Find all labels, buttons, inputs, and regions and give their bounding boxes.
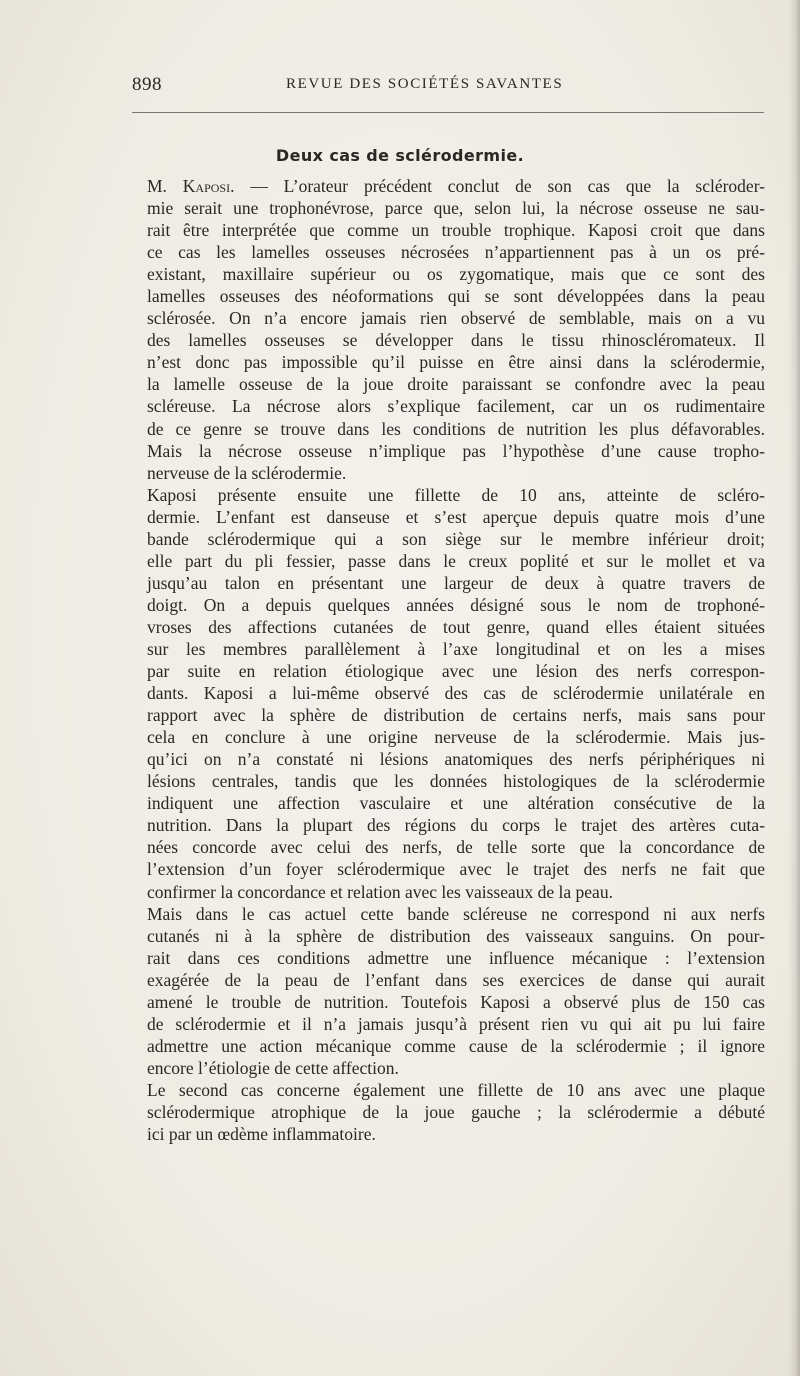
text-line: nerveuse de la sclérodermie. <box>147 462 347 483</box>
text-line: l’extension d’un foyer sclérodermique avec le trajet des nerfs ne fait que <box>147 859 765 880</box>
article-title: Deux cas de sclérodermie. <box>275 146 525 165</box>
text-line: sclérodermique atrophique de la joue gauche ; la sclérodermie a débuté <box>147 1101 765 1122</box>
page-number: 898 <box>132 74 162 95</box>
speaker-suffix: . — L’orateur précédent conclut de son cas que la scléroder- <box>230 176 765 196</box>
paragraph <box>132 1079 765 1145</box>
text-line: la lamelle osseuse de la joue droite paraissant se confondre avec la peau <box>147 374 765 395</box>
text-line: nutrition. Dans la plupart des régions du corps le trajet des artères cuta- <box>147 815 765 836</box>
text-line: lésions centrales, tandis que les données histologiques de la sclérodermie <box>147 771 765 792</box>
text-line: vroses des affections cutanées de tout genre, quand elles étaient situées <box>147 616 765 637</box>
text-line: bande sclérodermique qui a son siège sur le membre inférieur droit; <box>147 528 765 549</box>
text-line: dants. Kaposi a lui-même observé des cas de sclérodermie unilatérale en <box>147 683 765 704</box>
text-line: cutanés ni à la sphère de distribution des vaisseaux sanguins. On pour- <box>147 925 765 946</box>
article-body <box>132 175 765 1145</box>
text-line: cela en conclure à une origine nerveuse de la sclérodermie. Mais jus- <box>147 727 765 748</box>
text-line: ce cas les lamelles osseuses nécrosées n’appartiennent pas à un os pré- <box>147 242 765 263</box>
text-line: dermie. L’enfant est danseuse et s’est aperçue depuis quatre mois d’une <box>147 506 765 527</box>
text-line: rapport avec la sphère de distribution de certains nerfs, mais sans pour <box>147 705 765 726</box>
text-line: n’est donc pas impossible qu’il puisse en être ainsi dans la sclérodermie, <box>147 352 765 373</box>
text-line: sur les membres parallèlement à l’axe longitudinal et on les a mises <box>147 638 765 659</box>
text-line: Mais la nécrose osseuse n’implique pas l’hypothèse d’une cause tropho- <box>147 440 765 461</box>
text-line: admettre une action mécanique comme cause de la sclérodermie ; il ignore <box>147 1035 765 1056</box>
text-line: jusqu’au talon en présentant une largeur de deux à quatre travers de <box>147 572 765 593</box>
text-line: elle part du pli fessier, passe dans le creux poplité et sur le mollet et va <box>147 550 765 571</box>
text-line: Mais dans le cas actuel cette bande scléreuse ne correspond ni aux nerfs <box>147 903 765 924</box>
text-line: amené le trouble de nutrition. Toutefois Kaposi a observé plus de 150 cas <box>147 991 765 1012</box>
text-line: nées concorde avec celui des nerfs, de telle sorte que la concordance de <box>147 837 765 858</box>
page-edge-shadow <box>788 0 800 1376</box>
page-header <box>132 74 764 100</box>
text-line: confirmer la concordance et relation avec les vaisseaux de la peau. <box>147 881 613 902</box>
text-line: exagérée de la peau de l’enfant dans ses exercices de danse qui aurait <box>147 969 765 990</box>
text-line: mie serait une trophonévrose, parce que, selon lui, la nécrose osseuse ne sau- <box>147 198 765 219</box>
text-line: des lamelles osseuses se développer dans le tissu rhinoscléromateux. Il <box>147 330 765 351</box>
text-line: existant, maxillaire supérieur ou os zygomatique, mais que ce sont des <box>147 264 765 285</box>
text-line: indiquent une affection vasculaire et une altération consécutive de la <box>147 793 765 814</box>
text-line <box>132 175 765 197</box>
text-line: qu’ici on n’a constaté ni lésions anatomiques des nerfs périphériques ni <box>147 749 765 770</box>
paragraph <box>132 484 765 903</box>
running-head: REVUE DES SOCIÉTÉS SAVANTES <box>286 76 564 92</box>
text-line: Kaposi présente ensuite une fillette de 10 ans, atteinte de scléro- <box>147 484 765 505</box>
paragraph <box>132 175 765 484</box>
text-line: sclérosée. On n’a encore jamais rien observé de semblable, mais on a vu <box>147 308 765 329</box>
text-line: encore l’étiologie de cette affection. <box>147 1057 399 1078</box>
text-line: doigt. On a depuis quelques années désigné sous le nom de trophoné- <box>147 594 765 615</box>
paragraph <box>132 903 765 1079</box>
text-line: rait dans ces conditions admettre une influence mécanique : l’extension <box>147 947 765 968</box>
speaker-name: Kaposi <box>182 176 231 196</box>
text-line: de sclérodermie et il n’a jamais jusqu’à présent rien vu qui ait pu lui faire <box>147 1013 765 1034</box>
header-rule <box>132 112 764 113</box>
text-line: lamelles osseuses des néoformations qui se sont développées dans la peau <box>147 286 765 307</box>
text-line: Le second cas concerne également une fillette de 10 ans avec une plaque <box>147 1079 765 1100</box>
text-line: par suite en relation étiologique avec une lésion des nerfs correspon- <box>147 661 765 682</box>
text-line: de ce genre se trouve dans les conditions de nutrition les plus défavorables. <box>147 418 765 439</box>
speaker-prefix: M. <box>147 176 183 196</box>
text-line: ici par un œdème inflammatoire. <box>147 1124 376 1145</box>
text-line: rait être interprétée que comme un trouble trophique. Kaposi croit que dans <box>147 220 765 241</box>
text-line: scléreuse. La nécrose alors s’explique facilement, car un os rudimentaire <box>147 396 765 417</box>
